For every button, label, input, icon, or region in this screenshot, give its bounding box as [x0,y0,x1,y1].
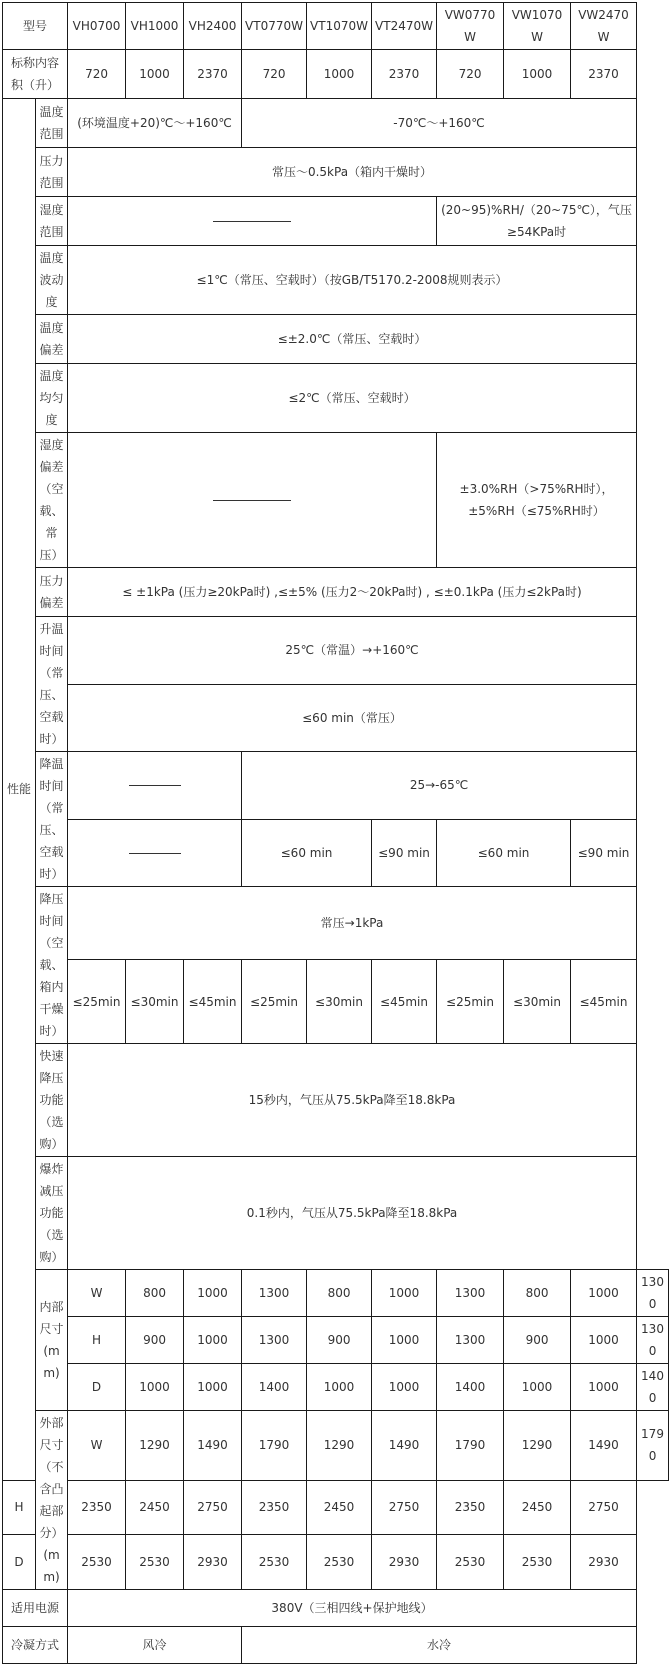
explosive-depress-value: 0.1秒内，气压从75.5kPa降至18.8kPa [68,1157,637,1270]
cooling-time-range: 25→-65℃ [242,752,637,820]
temp-range-label: 温度范围 [36,99,68,148]
cooling-vh-na [68,819,242,887]
header-label: 型号 [3,3,68,50]
inner-size-value: 800 [126,1270,184,1317]
temp-uniformity-label: 温度均匀度 [36,364,68,433]
condensing-row [3,1627,669,1664]
power-value: 380V（三相四线+保护地线） [68,1590,637,1627]
cooling-value-row [3,819,669,887]
outer-size-value: 2530 [307,1535,372,1590]
outer-size-value: 1490 [372,1411,437,1481]
outer-size-value: 1290 [126,1411,184,1481]
outer-size-row-w [3,1411,669,1481]
dimension-letter: H [68,1317,126,1364]
depress-time-value: ≤45min [372,960,437,1044]
cooling-time-vw-1: ≤60 min [437,819,571,887]
outer-size-value: 2530 [242,1535,307,1590]
model-name: VT2470W [372,3,437,50]
not-applicable-dash [213,221,291,222]
model-name: VH1000 [126,3,184,50]
inner-size-value: 1000 [126,1364,184,1411]
depress-time-value: ≤45min [571,960,637,1044]
temp-deviation-label: 温度偏差 [36,315,68,364]
dimension-letter: H [3,1480,36,1535]
inner-size-row-h [3,1317,669,1364]
explosive-depress-label: 爆炸减压功能（选购） [36,1157,68,1270]
outer-size-value: 2530 [437,1535,504,1590]
humidity-range-vw: (20~95)%RH/（20~75℃），气压≥54KPa时 [437,197,637,246]
outer-size-value: 2350 [68,1480,126,1535]
inner-size-value: 1300 [637,1317,669,1364]
outer-size-value: 1790 [242,1411,307,1481]
outer-size-value: 1790 [637,1411,669,1481]
volume-value: 720 [68,50,126,99]
temp-range-row [3,99,669,148]
volume-value: 720 [437,50,504,99]
inner-size-value: 1400 [637,1364,669,1411]
depress-time-value: ≤30min [504,960,571,1044]
inner-size-value: 1000 [372,1364,437,1411]
heating-value-row [3,684,669,752]
inner-size-value: 1300 [437,1270,504,1317]
heating-time-value: ≤60 min（常压） [68,684,637,752]
inner-size-value: 1000 [571,1317,637,1364]
fast-depress-label: 快速降压功能（选购） [36,1044,68,1157]
inner-size-value: 1400 [437,1364,504,1411]
depress-time-value: ≤25min [242,960,307,1044]
temp-range-vh: (环境温度+20)℃～+160℃ [68,99,242,148]
outer-size-value: 2350 [242,1480,307,1535]
model-name: VW0770W [437,3,504,50]
fast-depress-row [3,1044,669,1157]
humidity-deviation-row [3,433,669,568]
depress-time-value: ≤30min [307,960,372,1044]
volume-value: 1000 [504,50,571,99]
condensing-water: 水冷 [242,1627,637,1664]
depress-time-value: ≤30min [126,960,184,1044]
volume-value: 720 [242,50,307,99]
depress-time-value: ≤45min [184,960,242,1044]
inner-size-value: 1000 [372,1270,437,1317]
spec-table [2,2,669,1664]
outer-size-value: 2930 [184,1535,242,1590]
not-applicable-dash [213,500,291,501]
inner-size-value: 900 [504,1317,571,1364]
depress-value-row [3,960,669,1044]
model-name: VW1070W [504,3,571,50]
depress-range-row [3,887,669,960]
temp-uniformity-value: ≤2℃（常压、空载时） [68,364,637,433]
power-row [3,1590,669,1627]
inner-size-value: 1300 [637,1270,669,1317]
outer-size-value: 2930 [571,1535,637,1590]
outer-size-value: 2750 [184,1480,242,1535]
outer-size-value: 1490 [571,1411,637,1481]
outer-size-value: 2350 [437,1480,504,1535]
dimension-letter: W [68,1270,126,1317]
outer-size-label: 外部尺寸（不含凸起部分）(mm) [36,1411,68,1590]
humidity-deviation-vw-line2: ±5%RH（≤75%RH时） [468,504,605,518]
humidity-deviation-vw [437,433,637,568]
outer-size-value: 1290 [307,1411,372,1481]
heating-time-label: 升温时间（常压、空载时） [36,617,68,752]
volume-value: 1000 [126,50,184,99]
power-label: 适用电源 [3,1590,68,1627]
pressure-range-label: 压力范围 [36,148,68,197]
inner-size-value: 1300 [437,1317,504,1364]
humidity-deviation-vw-line1: ±3.0%RH（>75%RH时）， [459,482,614,496]
depress-time-value: ≤25min [68,960,126,1044]
pressure-deviation-label: 压力偏差 [36,568,68,617]
cooling-time-label: 降温时间（常压、空载时） [36,752,68,887]
outer-size-value: 2530 [68,1535,126,1590]
inner-size-value: 1300 [242,1317,307,1364]
fast-depress-value: 15秒内，气压从75.5kPa降至18.8kPa [68,1044,637,1157]
inner-size-row-w [3,1270,669,1317]
depress-time-label: 降压时间（空载、箱内干燥时） [36,887,68,1044]
pressure-range-row [3,148,669,197]
cooling-time-vw-2: ≤90 min [571,819,637,887]
outer-size-value: 2750 [372,1480,437,1535]
cooling-range-row [3,752,669,820]
inner-size-value: 1000 [571,1270,637,1317]
header-row [3,3,669,50]
inner-size-value: 1400 [242,1364,307,1411]
volume-value: 2370 [372,50,437,99]
inner-size-row-d [3,1364,669,1411]
cooling-time-vt-2: ≤90 min [372,819,437,887]
inner-size-value: 800 [307,1270,372,1317]
outer-size-row-d [3,1535,669,1590]
volume-row [3,50,669,99]
temp-fluctuation-label: 温度波动度 [36,246,68,315]
model-name: VW2470W [571,3,637,50]
inner-size-value: 1000 [307,1364,372,1411]
inner-size-value: 1000 [184,1317,242,1364]
humidity-range-row [3,197,669,246]
dimension-letter: D [68,1364,126,1411]
temp-fluctuation-value: ≤1℃（常压、空载时）（按GB/T5170.2-2008规则表示） [68,246,637,315]
performance-group-label: 性能 [3,99,36,1481]
inner-size-value: 1000 [372,1317,437,1364]
temp-uniformity-row [3,364,669,433]
outer-size-value: 2450 [307,1480,372,1535]
inner-size-value: 1000 [571,1364,637,1411]
depress-time-value: ≤25min [437,960,504,1044]
inner-size-value: 1000 [184,1270,242,1317]
outer-size-value: 2930 [372,1535,437,1590]
temp-deviation-row [3,315,669,364]
humidity-deviation-na [68,433,437,568]
inner-size-value: 900 [126,1317,184,1364]
cooling-vh-na [68,752,242,820]
model-name: VH2400 [184,3,242,50]
condensing-air: 风冷 [68,1627,242,1664]
inner-size-value: 800 [504,1270,571,1317]
volume-value: 2370 [571,50,637,99]
volume-value: 2370 [184,50,242,99]
condensing-label: 冷凝方式 [3,1627,68,1664]
outer-size-value: 2750 [571,1480,637,1535]
temp-range-rest: -70℃～+160℃ [242,99,637,148]
dimension-letter: W [68,1411,126,1481]
model-name: VH0700 [68,3,126,50]
model-name: VT0770W [242,3,307,50]
pressure-deviation-value: ≤ ±1kPa (压力≥20kPa时) ,≤±5% (压力2～20kPa时) , ≤±0.1kPa (压力≤2kPa时) [68,568,637,617]
explosive-depress-row [3,1157,669,1270]
outer-size-value: 2530 [126,1535,184,1590]
inner-size-value: 1000 [184,1364,242,1411]
depress-time-range: 常压→1kPa [68,887,637,960]
inner-size-value: 900 [307,1317,372,1364]
volume-value: 1000 [307,50,372,99]
outer-size-row-h [3,1480,669,1535]
outer-size-value: 2450 [504,1480,571,1535]
outer-size-value: 1290 [504,1411,571,1481]
outer-size-value: 1790 [437,1411,504,1481]
humidity-deviation-label: 湿度偏差（空载、常压） [36,433,68,568]
pressure-range-value: 常压～0.5kPa（箱内干燥时） [68,148,637,197]
inner-size-label: 内部尺寸(mm) [36,1270,68,1411]
outer-size-value: 1490 [184,1411,242,1481]
outer-size-value: 2450 [126,1480,184,1535]
not-applicable-dash [129,853,181,854]
outer-size-value: 2530 [504,1535,571,1590]
cooling-time-vt-1: ≤60 min [242,819,372,887]
model-name: VT1070W [307,3,372,50]
humidity-range-na [68,197,437,246]
pressure-deviation-row [3,568,669,617]
not-applicable-dash [129,785,181,786]
heating-range-row [3,617,669,685]
temp-deviation-value: ≤±2.0℃（常压、空载时） [68,315,637,364]
inner-size-value: 1300 [242,1270,307,1317]
humidity-range-label: 湿度范围 [36,197,68,246]
temp-fluctuation-row [3,246,669,315]
inner-size-value: 1000 [504,1364,571,1411]
dimension-letter: D [3,1535,36,1590]
volume-label: 标称内容积（升） [3,50,68,99]
heating-time-range: 25℃（常温）→+160℃ [68,617,637,685]
